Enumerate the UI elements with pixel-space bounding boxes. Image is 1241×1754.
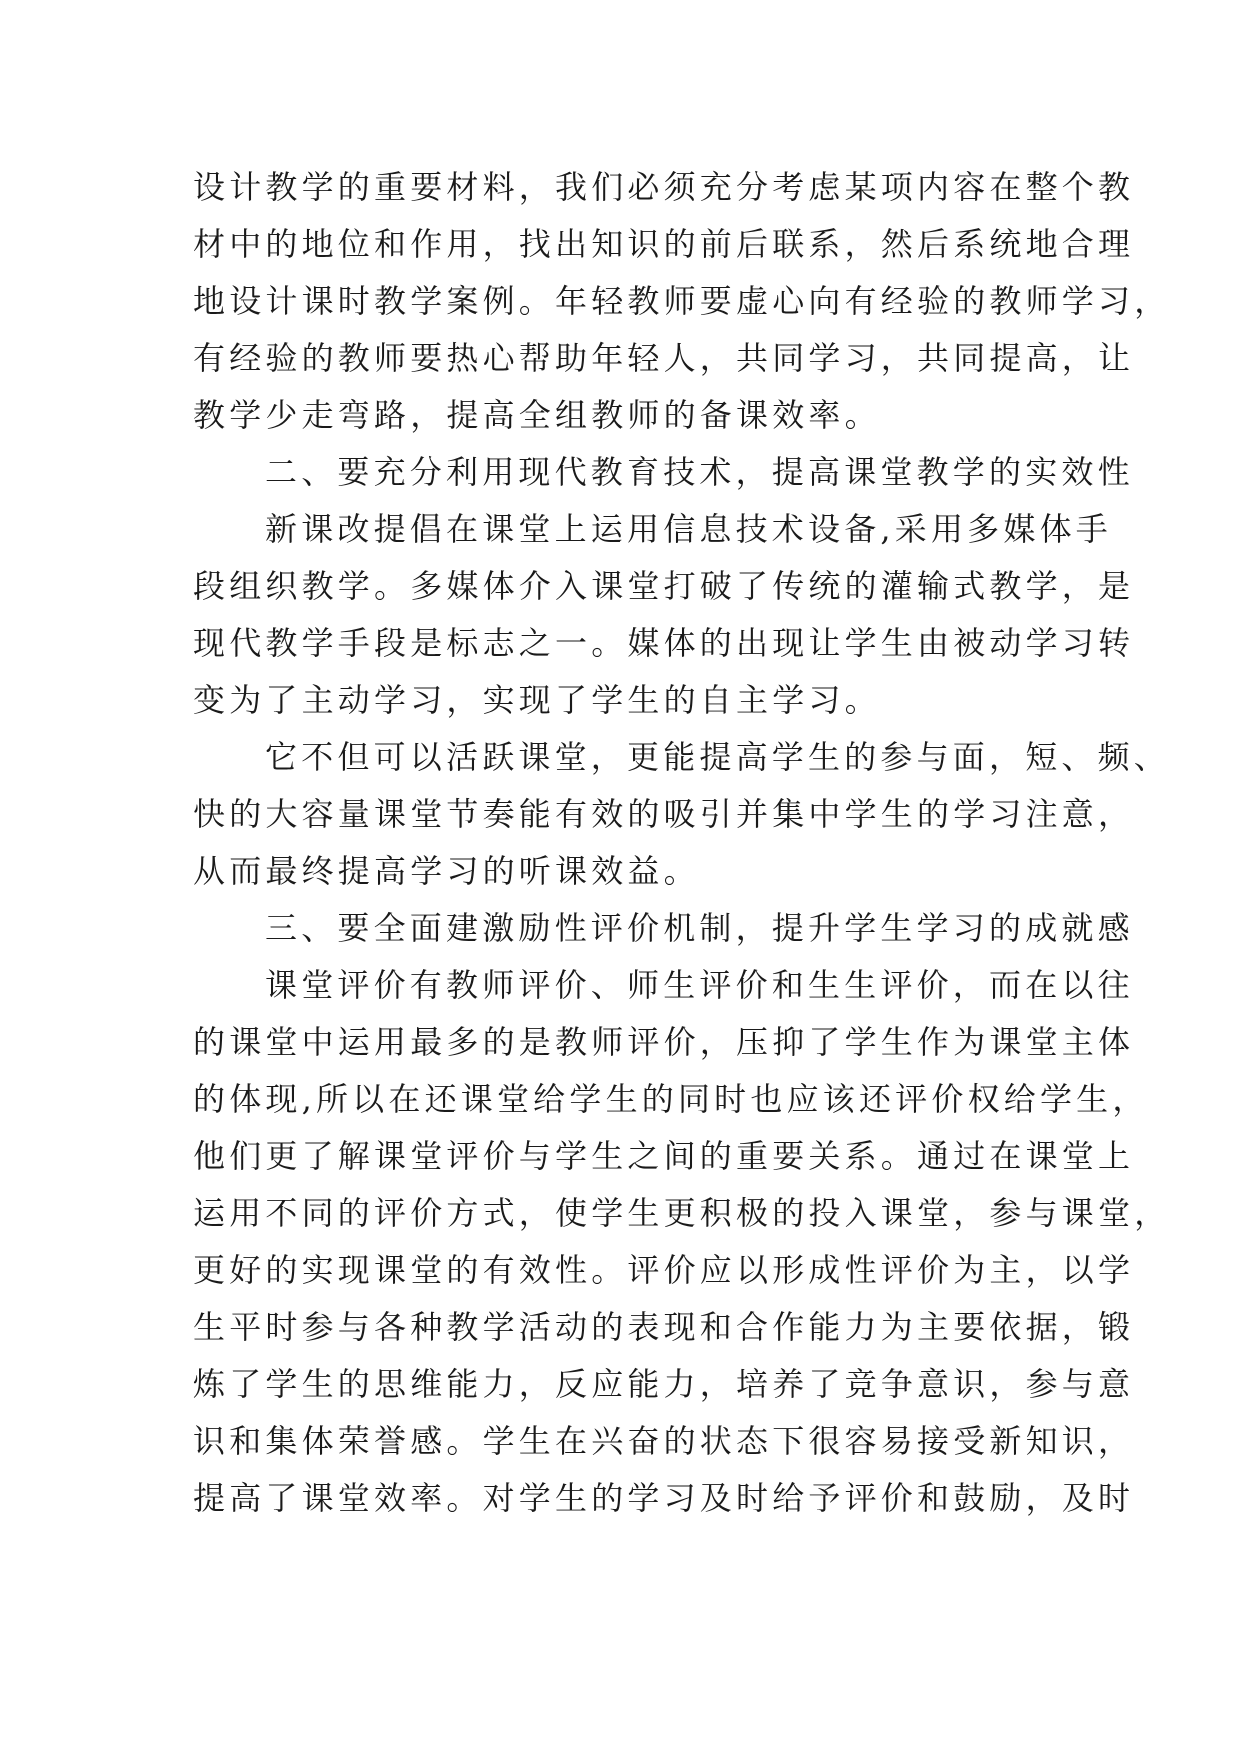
text-line: 的体现,所以在还课堂给学生的同时也应该还评价权给学生， xyxy=(193,1080,1149,1118)
text-line: 变为了主动学习，实现了学生的自主学习。 xyxy=(193,681,881,719)
text-line: 更好的实现课堂的有效性。评价应以形成性评价为主，以学 xyxy=(193,1251,1135,1289)
text-line: 地设计课时教学案例。年轻教师要虚心向有经验的教师学习， xyxy=(193,282,1171,320)
section-heading: 二、要充分利用现代教育技术，提高课堂教学的实效性 xyxy=(265,453,1134,491)
text-line: 生平时参与各种教学活动的表现和合作能力为主要依据，锻 xyxy=(193,1308,1135,1346)
text-line: 运用不同的评价方式，使学生更积极的投入课堂，参与课堂， xyxy=(193,1194,1171,1232)
text-line: 段组织教学。多媒体介入课堂打破了传统的灌输式教学，是 xyxy=(193,567,1135,605)
text-line: 从而最终提高学习的听课效益。 xyxy=(193,852,700,890)
text-line: 识和集体荣誉感。学生在兴奋的状态下很容易接受新知识， xyxy=(193,1422,1135,1460)
text-line: 新课改提倡在课堂上运用信息技术设备,采用多媒体手 xyxy=(265,510,1112,548)
text-line: 炼了学生的思维能力，反应能力，培养了竞争意识，参与意 xyxy=(193,1365,1135,1403)
text-line: 它不但可以活跃课堂，更能提高学生的参与面，短、频、 xyxy=(265,738,1171,776)
text-line: 有经验的教师要热心帮助年轻人，共同学习，共同提高，让 xyxy=(193,339,1135,377)
text-line: 课堂评价有教师评价、师生评价和生生评价，而在以往 xyxy=(265,966,1134,1004)
text-line: 教学少走弯路，提高全组教师的备课效率。 xyxy=(193,396,881,434)
text-line: 材中的地位和作用，找出知识的前后联系，然后系统地合理 xyxy=(193,225,1135,263)
body-text xyxy=(193,159,1171,1527)
section-heading: 三、要全面建激励性评价机制，提升学生学习的成就感 xyxy=(265,909,1134,947)
text-line: 设计教学的重要材料，我们必须充分考虑某项内容在整个教 xyxy=(193,168,1135,206)
text-line: 快的大容量课堂节奏能有效的吸引并集中学生的学习注意， xyxy=(193,795,1135,833)
text-line: 他们更了解课堂评价与学生之间的重要关系。通过在课堂上 xyxy=(193,1137,1135,1175)
text-line: 提高了课堂效率。对学生的学习及时给予评价和鼓励，及时 xyxy=(193,1479,1135,1517)
text-line: 现代教学手段是标志之一。媒体的出现让学生由被动学习转 xyxy=(193,624,1135,662)
text-line: 的课堂中运用最多的是教师评价，压抑了学生作为课堂主体 xyxy=(193,1023,1135,1061)
